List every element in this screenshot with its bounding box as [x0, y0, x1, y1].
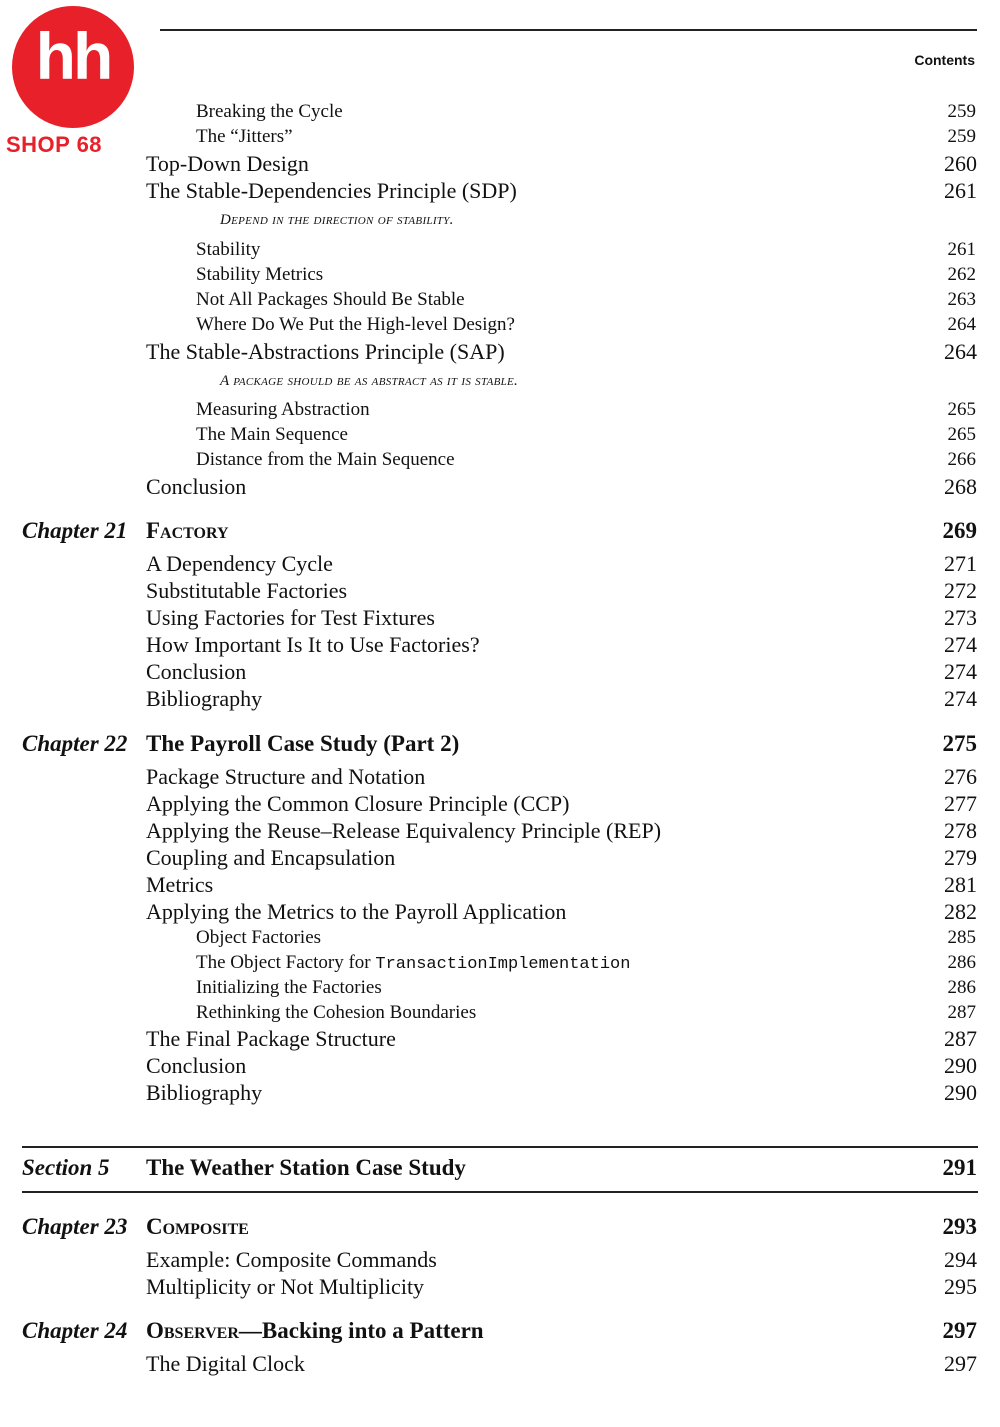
epigraph-text: A package should be as abstract as it is stable.	[220, 373, 519, 389]
toc-entry[interactable]	[0, 899, 1000, 925]
toc-entry[interactable]	[0, 1026, 1000, 1052]
entry-page: 290	[944, 1053, 977, 1078]
entry-title: Applying the Metrics to the Payroll Application	[146, 899, 567, 924]
toc-entry[interactable]	[0, 289, 1000, 315]
entry-page: 294	[944, 1247, 977, 1272]
entry-title: Using Factories for Test Fixtures	[146, 605, 435, 630]
chapter-page: 293	[942, 1214, 977, 1239]
toc-entry[interactable]	[0, 314, 1000, 340]
entry-page: 261	[944, 178, 977, 203]
toc-entry[interactable]	[0, 101, 1000, 127]
toc-entry[interactable]	[0, 1053, 1000, 1079]
section-heading[interactable]	[0, 1155, 1000, 1181]
chapter-title	[146, 1318, 484, 1344]
entry-page: 274	[944, 659, 977, 684]
entry-title: The Digital Clock	[146, 1351, 305, 1376]
section-title: The Weather Station Case Study	[146, 1155, 466, 1180]
logo-text: hh	[35, 19, 111, 93]
entry-title: Top-Down Design	[146, 151, 309, 176]
toc-entry[interactable]	[0, 952, 1000, 978]
entry-page: 278	[944, 818, 977, 843]
entry-title: Multiplicity or Not Multiplicity	[146, 1274, 425, 1299]
toc-entry[interactable]	[0, 1247, 1000, 1273]
entry-title: Package Structure and Notation	[146, 764, 426, 789]
entry-page: 268	[944, 474, 977, 499]
entry-title: Substitutable Factories	[146, 578, 348, 603]
toc-entry[interactable]	[0, 764, 1000, 790]
toc-entry[interactable]	[0, 578, 1000, 604]
entry-page: 263	[947, 289, 976, 310]
entry-page: 290	[944, 1080, 977, 1105]
logo-subtitle: SHOP 68	[2, 132, 106, 158]
section-page: 291	[942, 1155, 977, 1180]
chapter-page: 275	[942, 731, 977, 756]
chapter-heading[interactable]	[0, 1214, 1000, 1240]
toc-entry[interactable]	[0, 845, 1000, 871]
entry-title: Measuring Abstraction	[196, 399, 370, 420]
entry-title: The Stable-Dependencies Principle (SDP)	[146, 178, 517, 203]
entry-title: Where Do We Put the High-level Design?	[196, 314, 515, 335]
toc-entry[interactable]	[0, 605, 1000, 631]
epigraph-text: Depend in the direction of stability.	[220, 212, 454, 228]
toc-entry[interactable]	[0, 1351, 1000, 1377]
entry-page: 287	[944, 1026, 977, 1051]
entry-page: 286	[947, 952, 976, 973]
toc-entry[interactable]	[0, 632, 1000, 658]
entry-page: 276	[944, 764, 977, 789]
entry-title: Conclusion	[146, 474, 247, 499]
chapter-label: Chapter 23	[22, 1214, 128, 1239]
toc-entry[interactable]	[0, 474, 1000, 500]
entry-title-text: The Object Factory for	[196, 952, 376, 973]
entry-page: 261	[947, 239, 976, 260]
entry-page: 287	[947, 1002, 976, 1023]
entry-page: 272	[944, 578, 977, 603]
entry-title: Stability Metrics	[196, 264, 324, 285]
entry-page: 285	[947, 927, 976, 948]
chapter-title-sc: Observer	[146, 1318, 239, 1343]
entry-title: The Final Package Structure	[146, 1026, 396, 1051]
toc-entry[interactable]	[0, 1274, 1000, 1300]
entry-title: Initializing the Factories	[196, 977, 382, 998]
entry-page: 277	[944, 791, 977, 816]
entry-title: The Stable-Abstractions Principle (SAP)	[146, 339, 505, 364]
entry-page: 259	[947, 126, 976, 147]
entry-title: A Dependency Cycle	[146, 551, 333, 576]
toc-entry[interactable]	[0, 126, 1000, 152]
entry-title: Applying the Common Closure Principle (CCP)	[146, 791, 570, 816]
entry-code: TransactionImplementation	[375, 955, 631, 974]
entry-page: 264	[947, 314, 976, 335]
chapter-label: Chapter 22	[22, 731, 128, 756]
chapter-page: 269	[942, 518, 977, 543]
entry-page: 259	[947, 101, 976, 122]
section-rule-top	[22, 1146, 978, 1148]
entry-page: 279	[944, 845, 977, 870]
toc-entry[interactable]	[0, 399, 1000, 425]
entry-page: 262	[947, 264, 976, 285]
entry-page: 274	[944, 686, 977, 711]
entry-title: Bibliography	[146, 1080, 263, 1105]
entry-title: Stability	[196, 239, 261, 260]
entry-page: 271	[944, 551, 977, 576]
entry-page: 264	[944, 339, 977, 364]
entry-page: 286	[947, 977, 976, 998]
toc-entry[interactable]	[0, 1002, 1000, 1028]
entry-page: 265	[947, 424, 976, 445]
toc-entry[interactable]	[0, 239, 1000, 265]
toc-entry[interactable]	[0, 659, 1000, 685]
entry-title: The Main Sequence	[196, 424, 348, 445]
toc-entry[interactable]	[0, 686, 1000, 712]
toc-entry[interactable]	[0, 1080, 1000, 1106]
section-label: Section 5	[22, 1155, 110, 1180]
entry-title: Metrics	[146, 872, 214, 897]
principle-epigraph	[0, 373, 1000, 399]
entry-title: Example: Composite Commands	[146, 1247, 437, 1272]
entry-page: 281	[944, 872, 977, 897]
toc-entry[interactable]	[0, 151, 1000, 177]
entry-title	[196, 952, 630, 974]
entry-title: Object Factories	[196, 927, 322, 948]
entry-title: How Important Is It to Use Factories?	[146, 632, 480, 657]
toc-entry[interactable]	[0, 264, 1000, 290]
toc-entry[interactable]	[0, 927, 1000, 953]
entry-title: The “Jitters”	[196, 126, 293, 147]
principle-epigraph	[0, 212, 1000, 238]
entry-title: Bibliography	[146, 686, 263, 711]
entry-page: 297	[944, 1351, 977, 1376]
entry-title: Breaking the Cycle	[196, 101, 343, 122]
entry-page: 295	[944, 1274, 977, 1299]
chapter-label: Chapter 21	[22, 518, 128, 543]
entry-title: Distance from the Main Sequence	[196, 449, 455, 470]
chapter-page: 297	[942, 1318, 977, 1343]
header-rule	[160, 29, 977, 31]
entry-title: Applying the Reuse–Release Equivalency Principle (REP)	[146, 818, 662, 843]
toc-entry[interactable]	[0, 551, 1000, 577]
toc-entry[interactable]	[0, 872, 1000, 898]
section-rule-bottom	[22, 1191, 978, 1193]
toc-entry[interactable]	[0, 791, 1000, 817]
chapter-heading[interactable]	[0, 1318, 1000, 1344]
toc-entry[interactable]	[0, 449, 1000, 475]
chapter-title: Factory	[146, 518, 229, 543]
toc-entry[interactable]	[0, 178, 1000, 204]
chapter-title: The Payroll Case Study (Part 2)	[146, 731, 460, 756]
running-head: Contents	[914, 52, 975, 68]
entry-page: 265	[947, 399, 976, 420]
chapter-title: Composite	[146, 1214, 249, 1239]
chapter-heading[interactable]	[0, 731, 1000, 757]
toc-entry[interactable]	[0, 977, 1000, 1003]
entry-title: Coupling and Encapsulation	[146, 845, 396, 870]
toc-entry[interactable]	[0, 339, 1000, 365]
entry-title: Conclusion	[146, 1053, 247, 1078]
entry-page: 266	[947, 449, 976, 470]
entry-title: Conclusion	[146, 659, 247, 684]
entry-page: 282	[944, 899, 977, 924]
entry-title: Not All Packages Should Be Stable	[196, 289, 465, 310]
entry-title: Rethinking the Cohesion Boundaries	[196, 1002, 477, 1023]
toc-entry[interactable]	[0, 424, 1000, 450]
toc-entry[interactable]	[0, 818, 1000, 844]
chapter-label: Chapter 24	[22, 1318, 128, 1343]
entry-page: 274	[944, 632, 977, 657]
entry-page: 260	[944, 151, 977, 176]
chapter-heading[interactable]	[0, 518, 1000, 544]
entry-page: 273	[944, 605, 977, 630]
chapter-title-rest: —Backing into a Pattern	[238, 1318, 484, 1343]
